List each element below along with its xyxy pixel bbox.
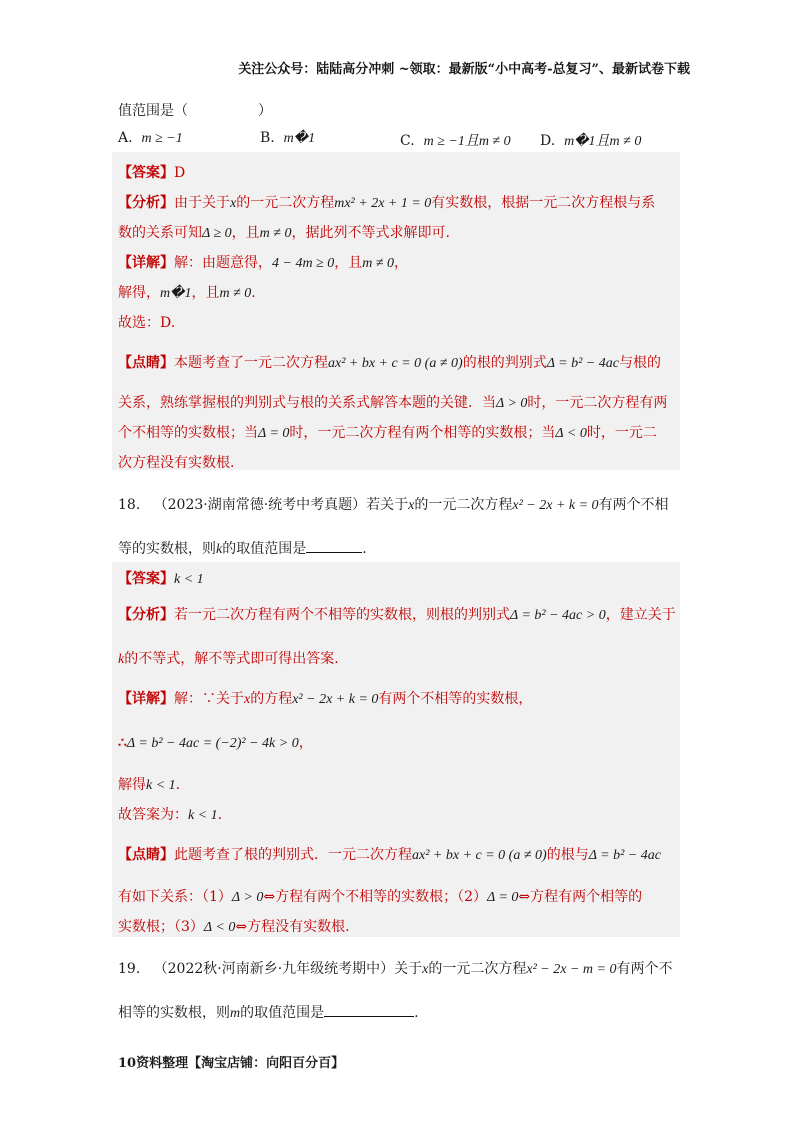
q17-choose: 故选：D. <box>118 315 176 331</box>
q17-comment-line-3: 个不相等的实数根；当Δ = 0时，一元二次方程有两个相等的实数根；当Δ < 0时，一元二 <box>118 425 657 441</box>
q17-option-b: B. m�1 <box>260 130 316 146</box>
q17-stem-tail: 值范围是（ ） <box>118 103 272 119</box>
q17-comment-line-4: 次方程没有实数根. <box>118 455 235 471</box>
q18-comment-line-3: 实数根；（3）Δ < 0⇔方程没有实数根. <box>118 919 350 935</box>
q17-analysis-line-1: 【分析】由于关于x的一元二次方程mx² + 2x + 1 = 0有实数根，根据一元二次方程根与系 <box>118 195 656 211</box>
page-footer <box>118 1052 344 1071</box>
q18-answer: 【答案】k < 1 <box>118 571 204 587</box>
q18-comment-line-1: 【点睛】此题考查了根的判别式．一元二次方程ax² + bx + c = 0 (a ≠ 0)的根与Δ = b² − 4ac <box>118 847 661 863</box>
q18-detail-line-3: 解得k < 1. <box>118 777 181 793</box>
q17-detail-line-2: 解得，m�1，且m ≠ 0. <box>118 285 256 301</box>
q17-analysis-line-2: 数的关系可知Δ ≥ 0，且m ≠ 0，据此列不等式求解即可. <box>118 225 450 241</box>
q17-answer: 【答案】D <box>118 165 186 181</box>
q18-analysis-line-1: 【分析】若一元二次方程有两个不相等的实数根，则根的判别式Δ = b² − 4ac > 0，建立关于 <box>118 607 676 623</box>
q18-analysis-line-2: k的不等式，解不等式即可得出答案. <box>118 651 339 667</box>
q17-option-a: A. m ≥ −1 <box>118 130 183 146</box>
q19-stem-line-2: 相等的实数根，则m的取值范围是 . <box>118 1002 419 1022</box>
q17-comment-line-2: 关系，熟练掌握根的判别式与根的关系式解答本题的关键．当Δ > 0时，一元二次方程有两 <box>118 395 668 411</box>
q18-stem-line-1: 18. （2023·湖南常德·统考中考真题）若关于x的一元二次方程x² − 2x + k = 0有两个不相 <box>118 497 669 513</box>
q19-answer-blank[interactable] <box>324 1002 414 1017</box>
q17-option-d: D. m�1且m ≠ 0 <box>540 133 642 149</box>
q18-detail-line-1: 【详解】解：∵关于x的方程x² − 2x + k = 0有两个不相等的实数根， <box>118 691 533 707</box>
q17-detail-line-1: 【详解】解：由题意得，4 − 4m ≥ 0，且m ≠ 0， <box>118 255 409 271</box>
page-header: 关注公众号：陆陆高分冲刺 ~领取：最新版“小中高考-总复习”、最新试卷下载 <box>238 62 690 77</box>
q18-answer-blank[interactable] <box>306 538 362 553</box>
q19-stem-line-1: 19. （2022秋·河南新乡·九年级统考期中）关于x的一元二次方程x² − 2x − m = 0有两个不 <box>118 961 673 977</box>
page-number: 10 <box>118 1056 137 1071</box>
q18-stem-line-2: 等的实数根，则k的取值范围是 . <box>118 538 367 558</box>
q17-option-c: C. m ≥ −1且m ≠ 0 <box>400 133 511 149</box>
footer-text: 资料整理【淘宝店铺：向阳百分百】 <box>136 1056 345 1071</box>
q17-comment-line-1: 【点睛】本题考查了一元二次方程ax² + bx + c = 0 (a ≠ 0)的根的判别式Δ = b² − 4ac与根的 <box>118 355 661 371</box>
q18-detail-line-2: ∴Δ = b² − 4ac = (−2)² − 4k > 0， <box>118 735 313 751</box>
q18-comment-line-2: 有如下关系：（1）Δ > 0⇔方程有两个不相等的实数根；（2）Δ = 0⇔方程有两个相等的 <box>118 889 643 905</box>
q18-final: 故答案为：k < 1. <box>118 807 223 823</box>
